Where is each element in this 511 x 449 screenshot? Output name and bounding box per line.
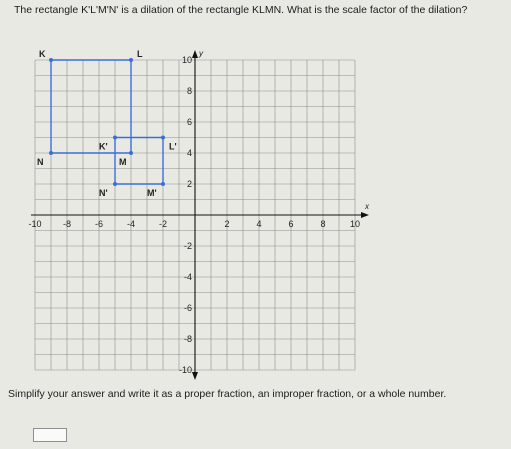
instruction-text: Simplify your answer and write it as a proper fraction, an improper fraction, or a whole number. — [8, 388, 447, 400]
x-tick-label: 10 — [349, 219, 361, 229]
x-tick-label: -6 — [94, 219, 104, 229]
vertex-point — [49, 151, 53, 155]
vertex-label: L' — [169, 141, 177, 152]
coordinate-plane — [30, 40, 375, 380]
vertex-label: N — [37, 157, 44, 167]
y-axis-label: y — [199, 49, 203, 58]
vertex-label: M — [119, 157, 127, 167]
vertex-point — [161, 136, 165, 140]
vertex-label: L — [137, 49, 143, 59]
answer-input[interactable] — [33, 428, 67, 442]
y-tick-label: 2 — [186, 179, 192, 189]
y-tick-label: -6 — [183, 303, 192, 313]
x-tick-label: 4 — [256, 219, 262, 229]
coordinate-plane-svg — [30, 40, 375, 380]
x-tick-label: -8 — [62, 219, 72, 229]
vertex-point — [113, 136, 117, 140]
y-tick-label: 4 — [186, 148, 192, 158]
y-tick-label: -10 — [178, 365, 192, 375]
x-axis-label: x — [365, 202, 369, 211]
y-tick-label: -2 — [183, 241, 192, 251]
vertex-label: K — [39, 49, 46, 59]
x-tick-label: 2 — [224, 219, 230, 229]
vertex-label: M' — [147, 188, 157, 198]
x-tick-label: 6 — [288, 219, 294, 229]
x-axis-arrow-icon — [361, 212, 369, 218]
vertex-point — [129, 151, 133, 155]
y-tick-label: 10 — [181, 55, 192, 65]
vertex-label: N' — [99, 188, 108, 198]
x-tick-label: -4 — [126, 219, 136, 229]
y-axis-arrow-down-icon — [192, 372, 198, 380]
vertex-label: K' — [99, 141, 108, 152]
y-tick-label: 8 — [186, 86, 192, 96]
question-text: The rectangle K'L'M'N' is a dilation of the rectangle KLMN. What is the scale factor of the dilation? — [14, 4, 468, 16]
vertex-point — [49, 58, 53, 62]
vertex-point — [161, 182, 165, 186]
y-tick-label: 6 — [186, 117, 192, 127]
y-tick-label: -4 — [183, 272, 192, 282]
y-tick-label: -8 — [183, 334, 192, 344]
y-axis-arrow-up-icon — [192, 50, 198, 58]
x-tick-label: 8 — [320, 219, 326, 229]
vertex-point — [129, 58, 133, 62]
x-tick-label: -10 — [28, 219, 42, 229]
vertex-point — [113, 182, 117, 186]
x-tick-label: -2 — [158, 219, 168, 229]
